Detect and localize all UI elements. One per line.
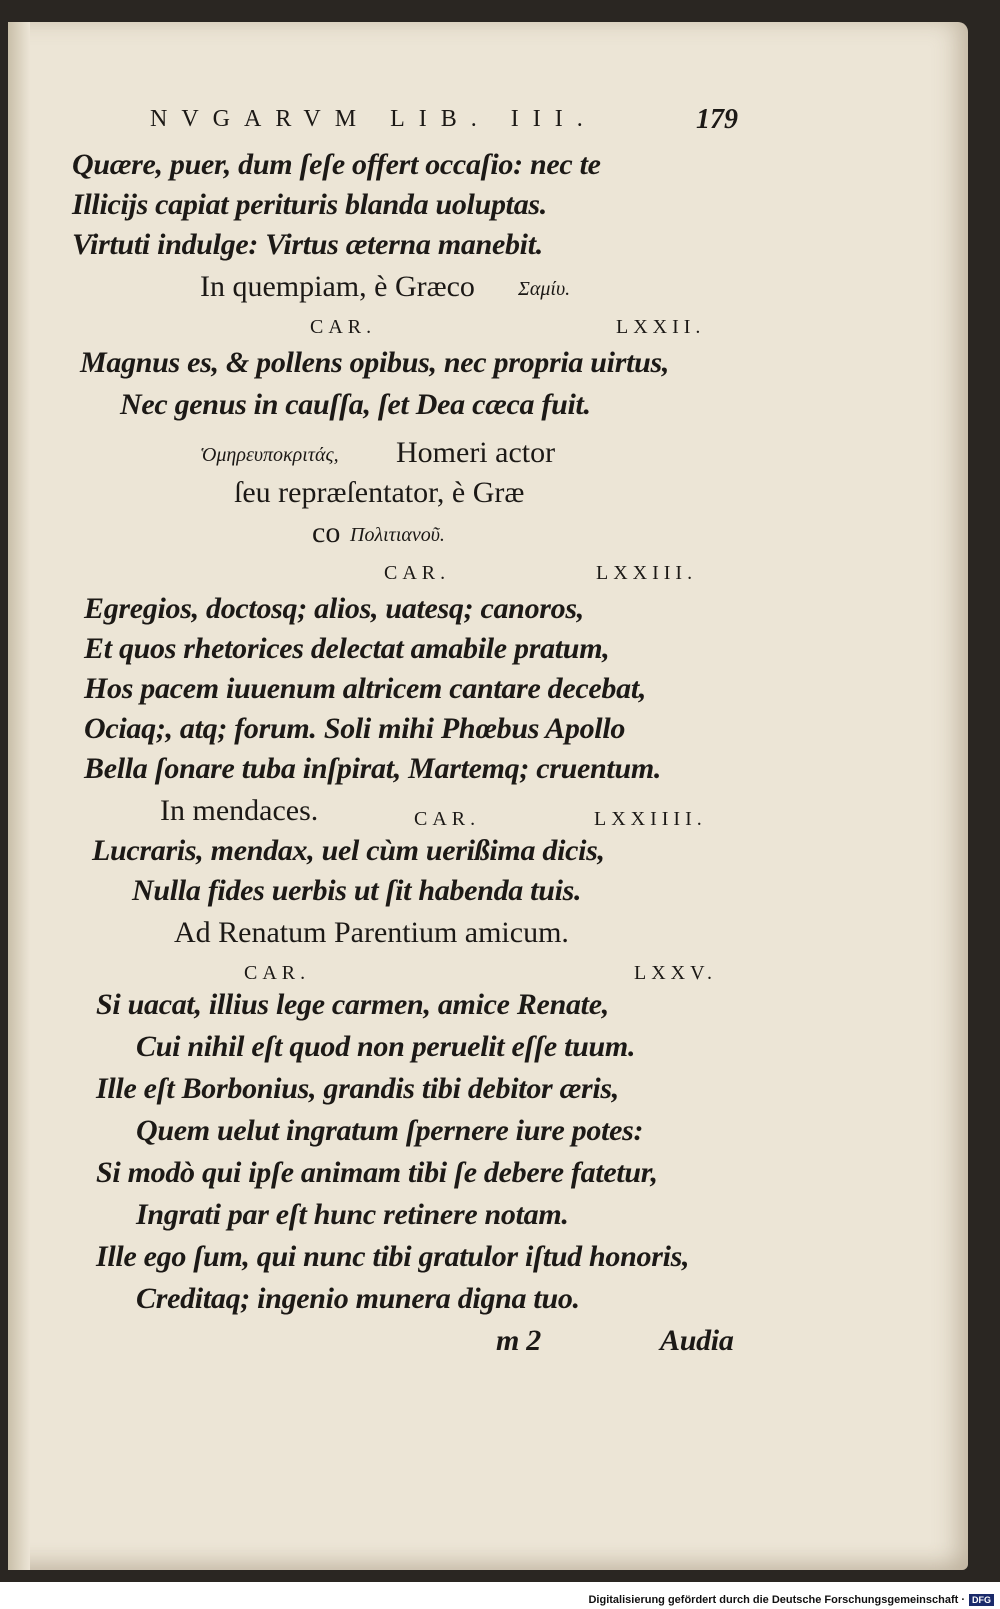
carmen-number: LXXIII.	[596, 562, 698, 584]
verse-line: Nec genus in cauſſa, ſet Dea cæca fuit.	[120, 388, 591, 421]
verse-line: Et quos rhetorices delectat amabile pratum,	[84, 632, 610, 665]
carmen-number: LXXIIII.	[594, 808, 707, 830]
verse-line: Creditaq; ingenio munera digna tuo.	[136, 1282, 580, 1315]
verse-line: Illicijs capiat perituris blanda uoluptas.	[72, 188, 547, 221]
verse-line: Nulla fides uerbis ut ſit habenda tuis.	[132, 874, 582, 907]
verse-line: Virtuti indulge: Virtus æterna manebit.	[72, 228, 543, 261]
carmen-label: CAR.	[414, 808, 481, 830]
poem-title: In quempiam, è Græco	[200, 270, 475, 303]
carmen-label: CAR.	[384, 562, 451, 584]
verse-line: Quære, puer, dum ſeſe offert occaſio: nec te	[72, 148, 601, 181]
running-title: NVGARVM LIB. III.	[150, 106, 597, 132]
credit-text: Digitalisierung gefördert durch die Deutsche Forschungsgemeinschaft ·	[588, 1594, 965, 1606]
carmen-label: CAR.	[310, 316, 377, 338]
page-number: 179	[696, 104, 738, 135]
verse-line: Lucraris, mendax, uel cùm uerißima dicis,	[92, 834, 605, 867]
poem-title: co	[312, 516, 341, 549]
verse-line: Ociaq;, atq; forum. Soli mihi Phœbus Apollo	[84, 712, 626, 745]
book-page	[8, 22, 968, 1570]
carmen-number: LXXV.	[634, 962, 717, 984]
poem-title: In mendaces.	[160, 794, 319, 827]
verse-line: Bella ſonare tuba inſpirat, Martemq; cruentum.	[84, 752, 662, 785]
verse-line: Ingrati par eſt hunc retinere notam.	[136, 1198, 569, 1231]
verse-line: Hos pacem iuuenum altricem cantare decebat,	[84, 672, 647, 705]
digitization-credit	[588, 1594, 994, 1606]
carmen-label: CAR.	[244, 962, 311, 984]
greek-word: Σαμίυ.	[518, 278, 571, 300]
verse-line: Si modò qui ipſe animam tibi ſe debere fatetur,	[96, 1156, 658, 1189]
poem-title: ſeu repræſentator, è Græ	[234, 476, 525, 509]
verse-line: Cui nihil eſt quod non peruelit eſſe tuum.	[136, 1030, 636, 1063]
verse-line: Si uacat, illius lege carmen, amice Renate,	[96, 988, 609, 1021]
verse-line: Egregios, doctosq; alios, uatesq; canoros,	[84, 592, 584, 625]
verse-line: Ille eſt Borbonius, grandis tibi debitor æris,	[96, 1072, 619, 1105]
verse-line: Ille ego ſum, qui nunc tibi gratulor iſtud honoris,	[96, 1240, 690, 1273]
verse-line: Quem uelut ingratum ſpernere iure potes:	[136, 1114, 644, 1147]
greek-word: Πολιτιανοῦ.	[350, 524, 445, 546]
catchword: Audia	[660, 1324, 734, 1357]
carmen-number: LXXII.	[616, 316, 706, 338]
page-gutter	[8, 22, 30, 1570]
signature-mark: m 2	[496, 1324, 541, 1357]
verse-line: Magnus es, & pollens opibus, nec propria uirtus,	[80, 346, 670, 379]
poem-title: Ad Renatum Parentium amicum.	[174, 916, 569, 949]
poem-title: Homeri actor	[396, 436, 556, 469]
dfg-logo: DFG	[969, 1594, 994, 1606]
greek-word: Ὁμηρευποκριτάς,	[200, 444, 339, 466]
